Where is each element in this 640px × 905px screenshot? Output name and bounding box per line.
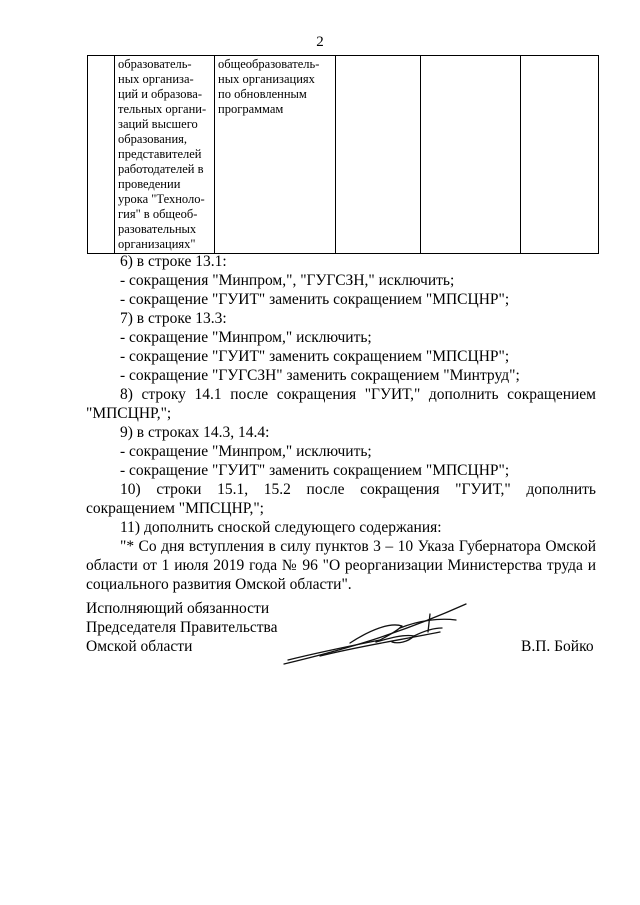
table-cell-1 xyxy=(88,56,115,254)
continuation-table xyxy=(87,55,599,254)
handwritten-signature xyxy=(280,598,480,670)
table-row xyxy=(88,56,599,254)
signer-name: В.П. Бойко xyxy=(521,638,594,655)
item-10: 10) строки 15.1, 15.2 после сокращения "ГУИТ," дополнить xyxy=(120,481,596,498)
item-9-sub-2: - сокращение "ГУИТ" заменить сокращением "МПСЦНР"; xyxy=(120,462,510,479)
item-9-sub-1: - сокращение "Минпром," исключить; xyxy=(120,443,372,460)
item-6-sub-2: - сокращение "ГУИТ" заменить сокращением "МПСЦНР"; xyxy=(120,291,510,308)
table-cell-4 xyxy=(336,56,421,254)
item-7-sub-1: - сокращение "Минпром," исключить; xyxy=(120,329,372,346)
signature-title xyxy=(86,599,278,656)
item-8: 8) строку 14.1 после сокращения "ГУИТ," дополнить сокращением xyxy=(120,386,596,403)
amendments-text xyxy=(86,252,596,594)
item-6-sub-1: - сокращения "Минпром,", "ГУГСЗН," исключить; xyxy=(120,272,455,289)
signature-line-2: Председателя Правительства xyxy=(86,619,278,636)
item-7-sub-3: - сокращение "ГУГСЗН" заменить сокращением "Минтруд"; xyxy=(120,367,520,384)
table-cell-2: образователь- ных организа- ций и образова- тельных органи- заций высшего образования, представителей работодателей в проведении урока "Техноло- гия" в общеоб- разовательных организациях" xyxy=(115,56,215,254)
signature-line-1: Исполняющий обязанности xyxy=(86,600,270,617)
footnote-text: "* Со дня вступления в силу пунктов 3 – 10 Указа Губернатора Омской области от 1 июля 2019 года № 96 "О реорганизации Министерства труда и социального развития Омской области". xyxy=(86,538,596,593)
item-9: 9) в строках 14.3, 14.4: xyxy=(120,424,270,441)
table-cell-5 xyxy=(421,56,521,254)
item-10-cont: сокращением "МПСЦНР,"; xyxy=(86,500,264,517)
page-number: 2 xyxy=(316,34,324,50)
item-8-cont: "МПСЦНР,"; xyxy=(86,405,172,422)
item-7-sub-2: - сокращение "ГУИТ" заменить сокращением "МПСЦНР"; xyxy=(120,348,510,365)
table-cell-3: общеобразователь- ных организациях по обновленным программам xyxy=(215,56,336,254)
item-6: 6) в строке 13.1: xyxy=(120,253,227,270)
signature-line-3: Омской области xyxy=(86,638,193,655)
item-11: 11) дополнить сноской следующего содержания: xyxy=(120,519,442,536)
item-7: 7) в строке 13.3: xyxy=(120,310,227,327)
table-cell-6 xyxy=(521,56,599,254)
